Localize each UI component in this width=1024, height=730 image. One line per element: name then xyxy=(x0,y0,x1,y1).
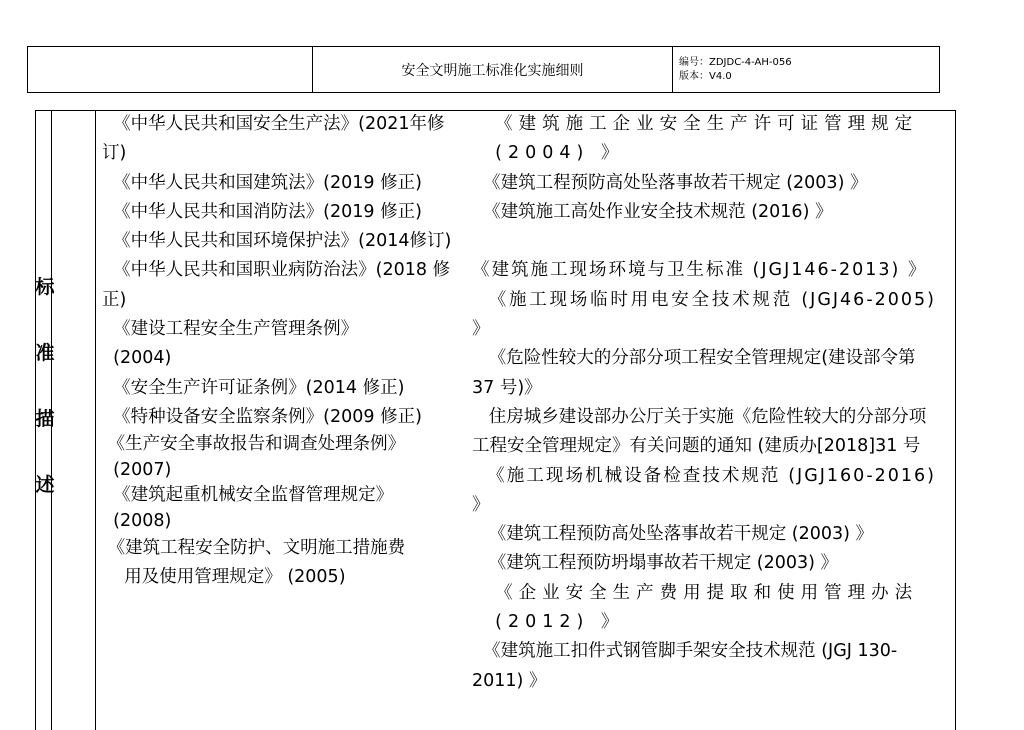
list-item: 《企业安全生产费用提取和使用管理办法 (2012) 》 xyxy=(495,582,919,633)
document-meta xyxy=(679,56,792,84)
list-item: 《建筑工程安全防护、文明施工措施费 用及使用管理规定》 (2005) xyxy=(107,538,406,588)
list-item: 住房城乡建设部办公厅关于实施《危险性较大的分部分项工程安全管理规定》有关问题的通知 (建质办[2018]31 号 xyxy=(472,406,927,457)
list-item: 《中华人民共和国建筑法》(2019 修正) xyxy=(102,172,422,193)
list-item: 《施工现场临时用电安全技术规范 (JGJ46-2005) 》 xyxy=(472,289,944,340)
list-item: 《建筑施工高处作业安全技术规范 (2016) 》 xyxy=(472,201,833,222)
table-divider xyxy=(95,111,96,730)
list-item: 《建筑施工扣件式钢管脚手架安全技术规范 (JGJ 130-2011) 》 xyxy=(472,641,898,691)
list-item: 《建筑工程预防高处坠落事故若干规定 (2003) 》 xyxy=(472,524,874,545)
list-item: 《建筑施工企业安全生产许可证管理规定 (2004) 》 xyxy=(495,114,919,164)
list-item: 《建筑起重机械安全监督管理规定》 (2008) xyxy=(113,485,394,531)
list-item: 《中华人民共和国环境保护法》(2014修订) xyxy=(102,231,452,252)
list-item: 《生产安全事故报告和调查处理条例》 (2007) xyxy=(107,434,406,480)
list-item: 《中华人民共和国安全生产法》(2021年修订) xyxy=(102,114,445,164)
section-label-char: 标 xyxy=(35,276,55,298)
document-version: 版本：V4.0 xyxy=(679,71,732,82)
list-item: 《建筑施工现场环境与卫生标准 (JGJ146-2013) 》 xyxy=(472,231,928,281)
right-standards-list xyxy=(472,110,944,696)
document-code: 编号：ZDJDC-4-AH-056 xyxy=(679,57,792,68)
list-item: 《建筑工程预防坍塌事故若干规定 (2003) 》 xyxy=(472,553,839,574)
document-header xyxy=(27,46,940,93)
left-standards-list xyxy=(102,110,464,592)
section-label-char: 准 xyxy=(35,342,55,364)
list-item: 《建设工程安全生产管理条例》 (2004) xyxy=(113,319,359,369)
list-item: 《特种设备安全监察条例》(2009 修正) xyxy=(102,406,422,427)
section-label-char: 述 xyxy=(35,474,55,496)
list-item: 《建筑工程预防高处坠落事故若干规定 (2003) 》 xyxy=(472,172,868,193)
document-title: 安全文明施工标准化实施细则 xyxy=(313,47,673,92)
section-label xyxy=(30,272,60,536)
list-item: 《安全生产许可证条例》(2014 修正) xyxy=(102,377,405,398)
section-label-char: 描 xyxy=(35,408,55,430)
list-item: 《中华人民共和国职业病防治法》(2018 修正) xyxy=(102,260,451,310)
list-item: 《危险性较大的分部分项工程安全管理规定(建设部令第 37 号)》 xyxy=(472,348,922,398)
header-blank-cell xyxy=(28,47,313,92)
list-item: 《施工现场机械设备检查技术规范 (JGJ160-2016) 》 xyxy=(472,465,944,515)
list-item: 《中华人民共和国消防法》(2019 修正) xyxy=(102,201,422,222)
